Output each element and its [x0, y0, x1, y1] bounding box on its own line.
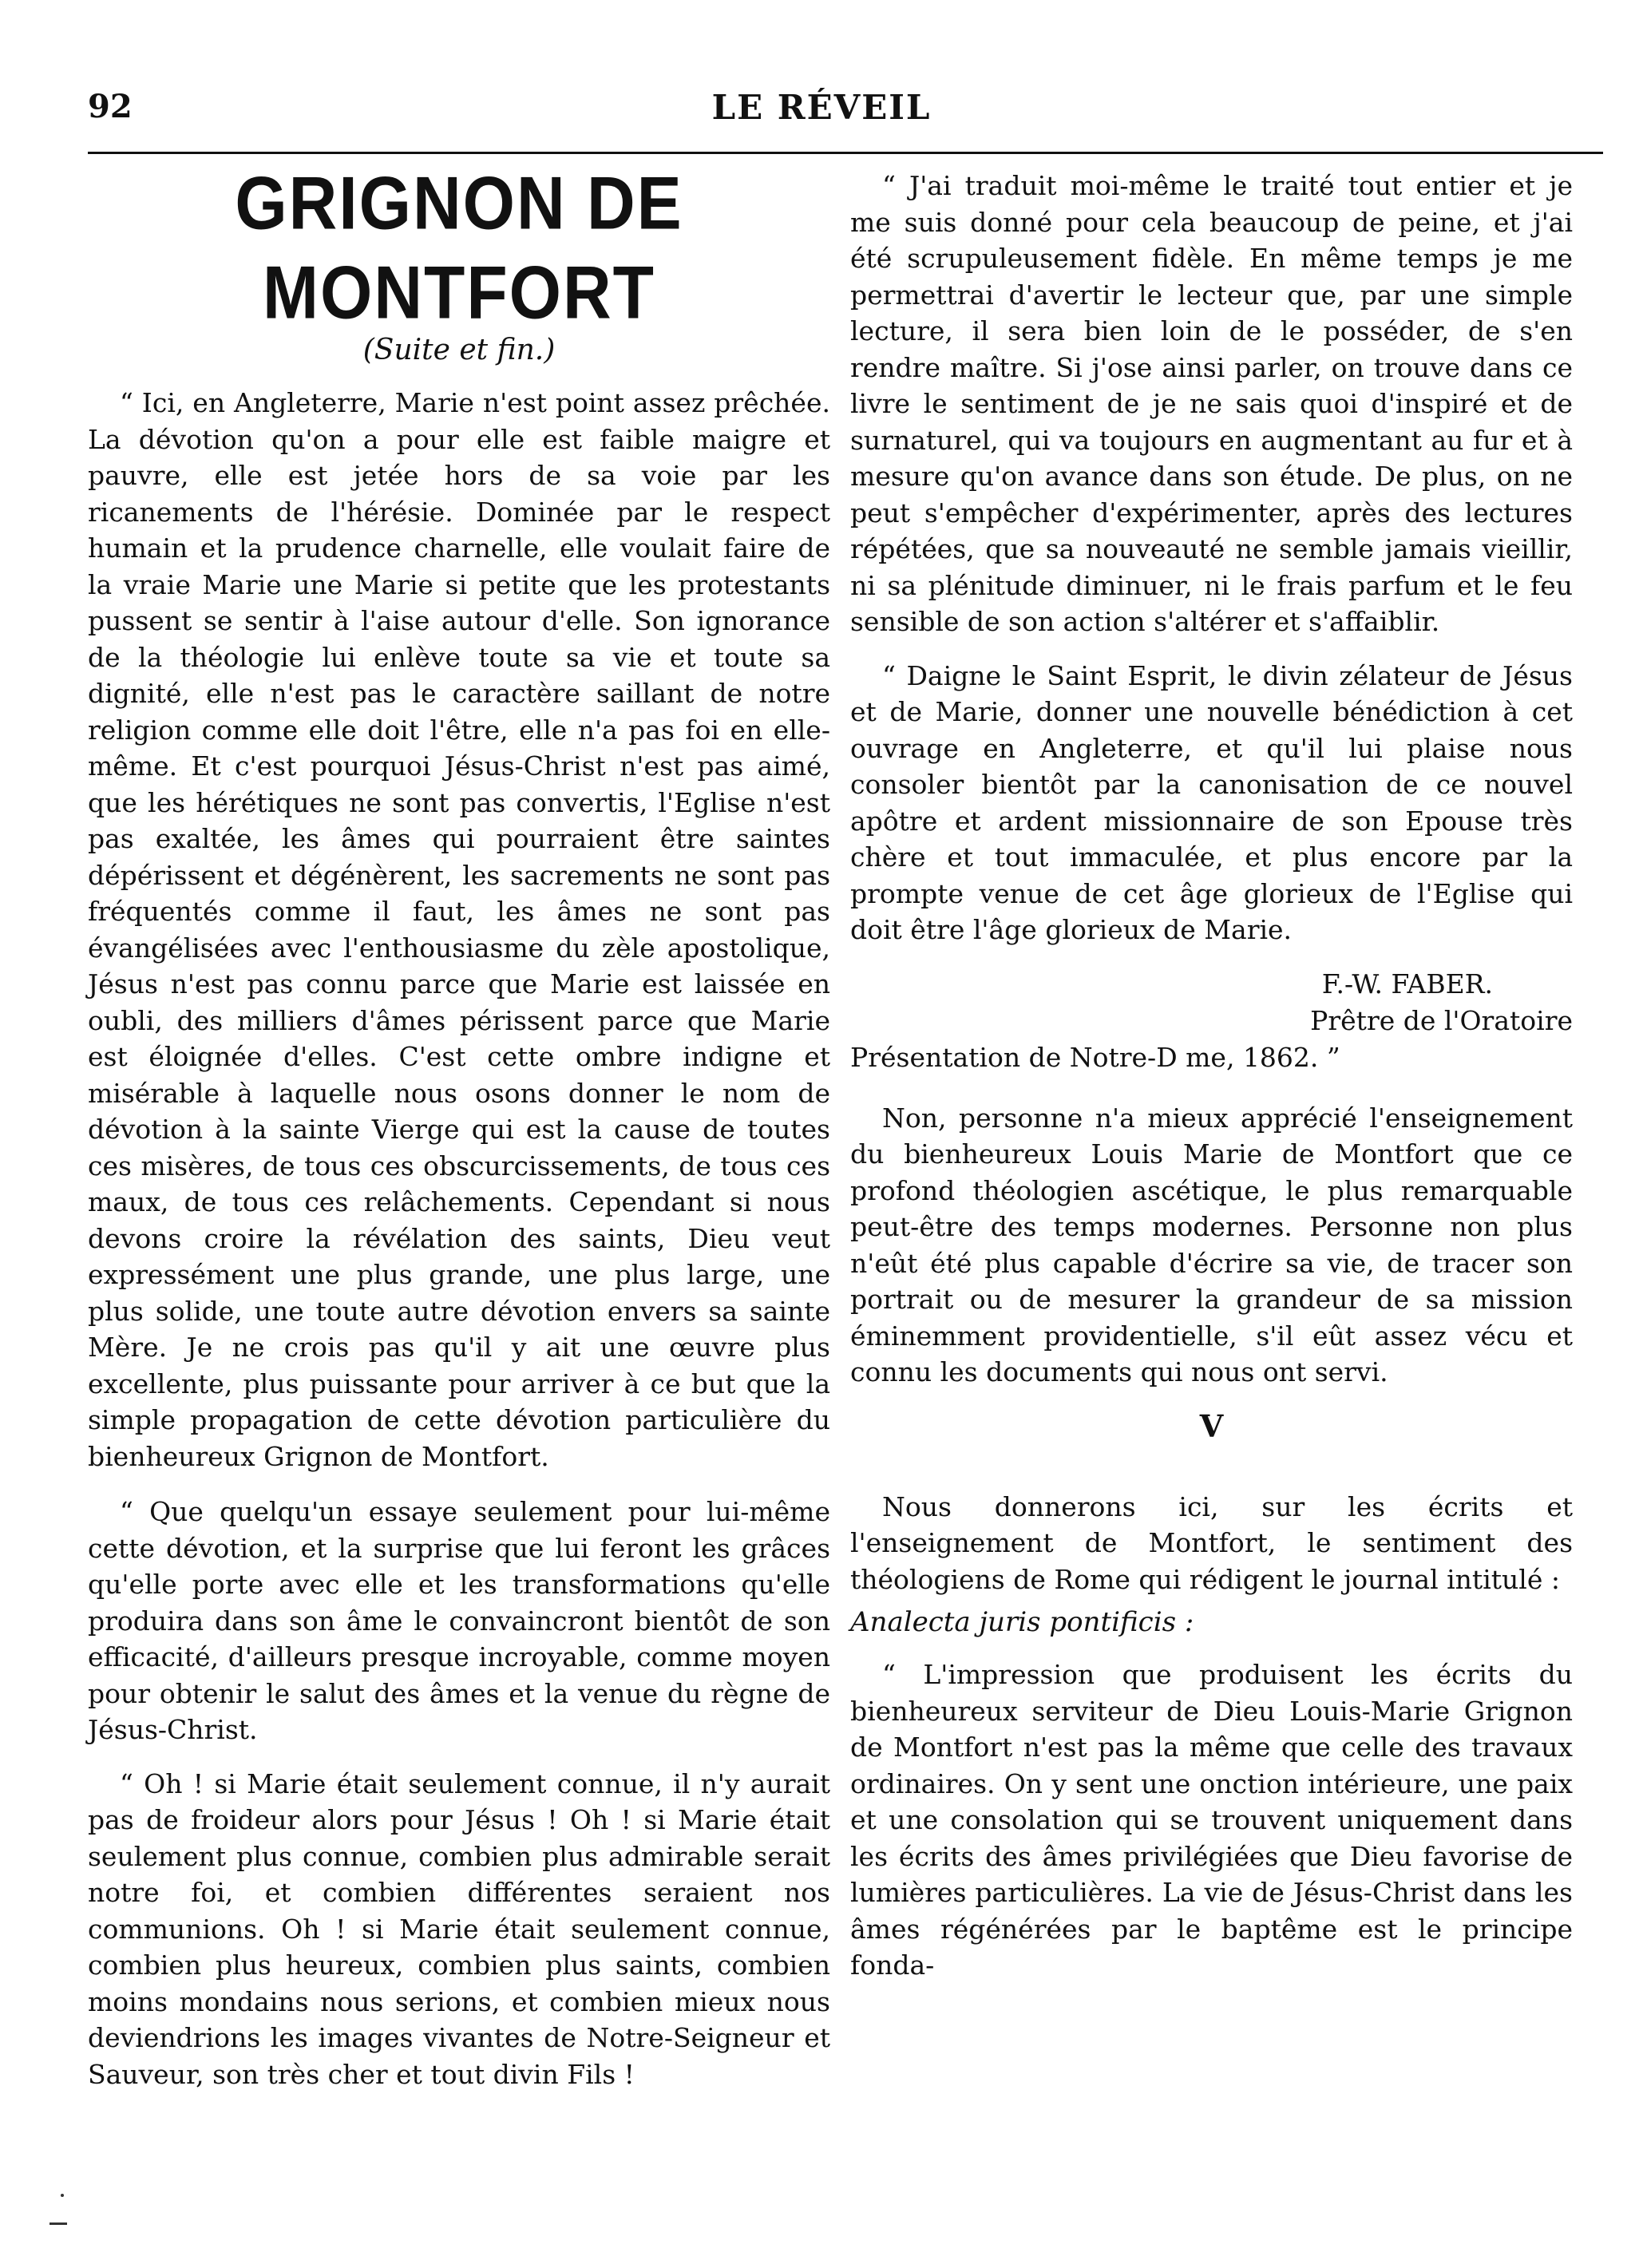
right-column [850, 168, 1573, 2001]
article-title: GRIGNON DE MONTFORT [235, 160, 683, 334]
scan-specks-icon [48, 2187, 112, 2235]
paragraph: “ J'ai traduit moi-même le traité tout entier et je me suis donné pour cela beaucoup de peine, et j'ai été scrupuleusement fidèle. En même temps je me permettrai d'avertir le lecteur que, par une simple lecture, il sera bien loin de le posséder, de s'en rendre maître. Si j'ose ainsi parler, on trouve dans ce livre le sentiment de je ne sais quoi d'inspiré et de surnaturel, qui va toujours en augmentant au fur et à mesure qu'on avance dans son étude. De plus, on ne peut s'empêcher d'expérimenter, après des lectures répétées, que sa nouveauté ne semble jamais vieillir, ni sa plénitude diminuer, ni le frais parfum et le feu sensible de son action s'altérer et s'affaiblir. [850, 170, 1573, 637]
paragraph: “ Oh ! si Marie était seulement connue, il n'y aurait pas de froideur alors pour Jésus ! Oh ! si Marie était seulement plus connue, combien plus admirable serait notre foi, et combien différentes seraient nos communions. Oh ! si Marie était seulement connue, combien plus heureux, combien plus saints, combien moins mondains nous serions, et combien mieux nous deviendrions les images vivantes de Notre-Seigneur et Sauveur, son très cher et tout divin Fils ! [88, 1767, 830, 2090]
page-header [88, 88, 1555, 136]
running-title: LE RÉVEIL [711, 88, 932, 127]
signature-name: F.-W. FABER. [1321, 968, 1493, 999]
page-number: 92 [88, 88, 133, 125]
signature-date: Présentation de Notre-D me, 1862. ” [850, 1041, 1340, 1073]
section-numeral: V [1199, 1407, 1224, 1444]
signature-title: Prêtre de l'Oratoire [1310, 1004, 1573, 1036]
paragraph: Nous donnerons ici, sur les écrits et l'enseignement de Montfort, le sentiment des théologiens de Rome qui rédigent le journal intitulé : [850, 1490, 1573, 1595]
paragraph: Non, personne n'a mieux apprécié l'enseignement du bienheureux Louis Marie de Montfort que ce profond théologien ascétique, le plus remarquable peut-être des temps modernes. Personne non plus n'eût été plus capable d'écrire sa vie, de tracer son portrait ou de mesurer la grandeur de sa mission éminemment providentielle, s'il eût assez vécu et connu les documents qui nous ont servi. [850, 1102, 1573, 1387]
paragraph: “ L'impression que produisent les écrits du bienheureux serviteur de Dieu Louis-Marie Grignon de Montfort n'est pas la même que celle des travaux ordinaires. On y sent une onction intérieure, une paix et une consolation qui se trouvent uniquement dans les écrits des âmes privilégiées que Dieu favorise de lumières particulières. La vie de Jésus-Christ dans les âmes régénérées par le baptême est le principe fonda- [850, 1659, 1573, 1981]
paragraph: “ Ici, en Angleterre, Marie n'est point assez prêchée. La dévotion qu'on a pour elle est faible maigre et pauvre, elle est jetée hors de sa voie par les ricanements de l'hérésie. Dominée par le respect humain et la prudence charnelle, elle voulait faire de la vraie Marie une Marie si petite que les protestants pussent se sentir à l'aise autour d'elle. Son ignorance de la théologie lui enlève toute sa vie et toute sa dignité, elle n'est pas le caractère saillant de notre religion comme elle doit l'être, elle n'a pas foi en elle-même. Et c'est pourquoi Jésus-Christ n'est pas aimé, que les hérétiques ne sont pas convertis, l'Eglise n'est pas exaltée, les âmes qui pourraient être saintes dépérissent et dégénèrent, les sacrements ne sont pas fréquentés comme il faut, les âmes ne sont pas évangélisées avec l'enthousiasme du zèle apostolique, Jésus n'est pas connu parce que Marie est laissée en oubli, des milliers d'âmes périssent parce que Marie est éloignée d'elles. C'est cette ombre indigne et misérable à laquelle nous osons donner le nom de dévotion à la sainte Vierge qui est la cause de toutes ces misères, de tous ces obscurcissements, de tous ces maux, de tous ces relâchements. Cependant si nous devons croire la révélation des saints, Dieu veut expressément une plus grande, une plus large, une plus solide, une toute autre dévotion envers sa sainte Mère. Je ne crois pas qu'il y ait une œuvre plus excellente, plus puissante pour arriver à ce but que la simple propagation de cette dévotion particulière du bienheureux Grignon de Montfort. [88, 387, 830, 1472]
paragraph: “ Daigne le Saint Esprit, le divin zélateur de Jésus et de Marie, donner une nouvelle bénédiction à cet ouvrage en Angleterre, et qu'il lui plaise nous consoler bientôt par la canonisation de ce nouvel apôtre et ardent missionnaire de son Epouse très chère et tout immaculée, et plus encore par la prompte venue de cet âge glorieux de l'Eglise qui doit être l'âge glorieux de Marie. [850, 659, 1573, 945]
left-column [88, 160, 830, 2110]
paragraph: “ Que quelqu'un essaye seulement pour lui-même cette dévotion, et la surprise que lui feront les grâces qu'elle porte avec elle et les transformations qu'elle produira dans son âme le convaincront bientôt de son efficacité, d'ailleurs presque incroyable, comme moyen pour obtenir le salut des âmes et la venue du règne de Jésus-Christ. [88, 1496, 830, 1745]
header-rule [88, 152, 1603, 154]
article-subtitle: (Suite et fin.) [362, 334, 556, 366]
journal-name: Analecta juris pontificis : [850, 1606, 1194, 1638]
